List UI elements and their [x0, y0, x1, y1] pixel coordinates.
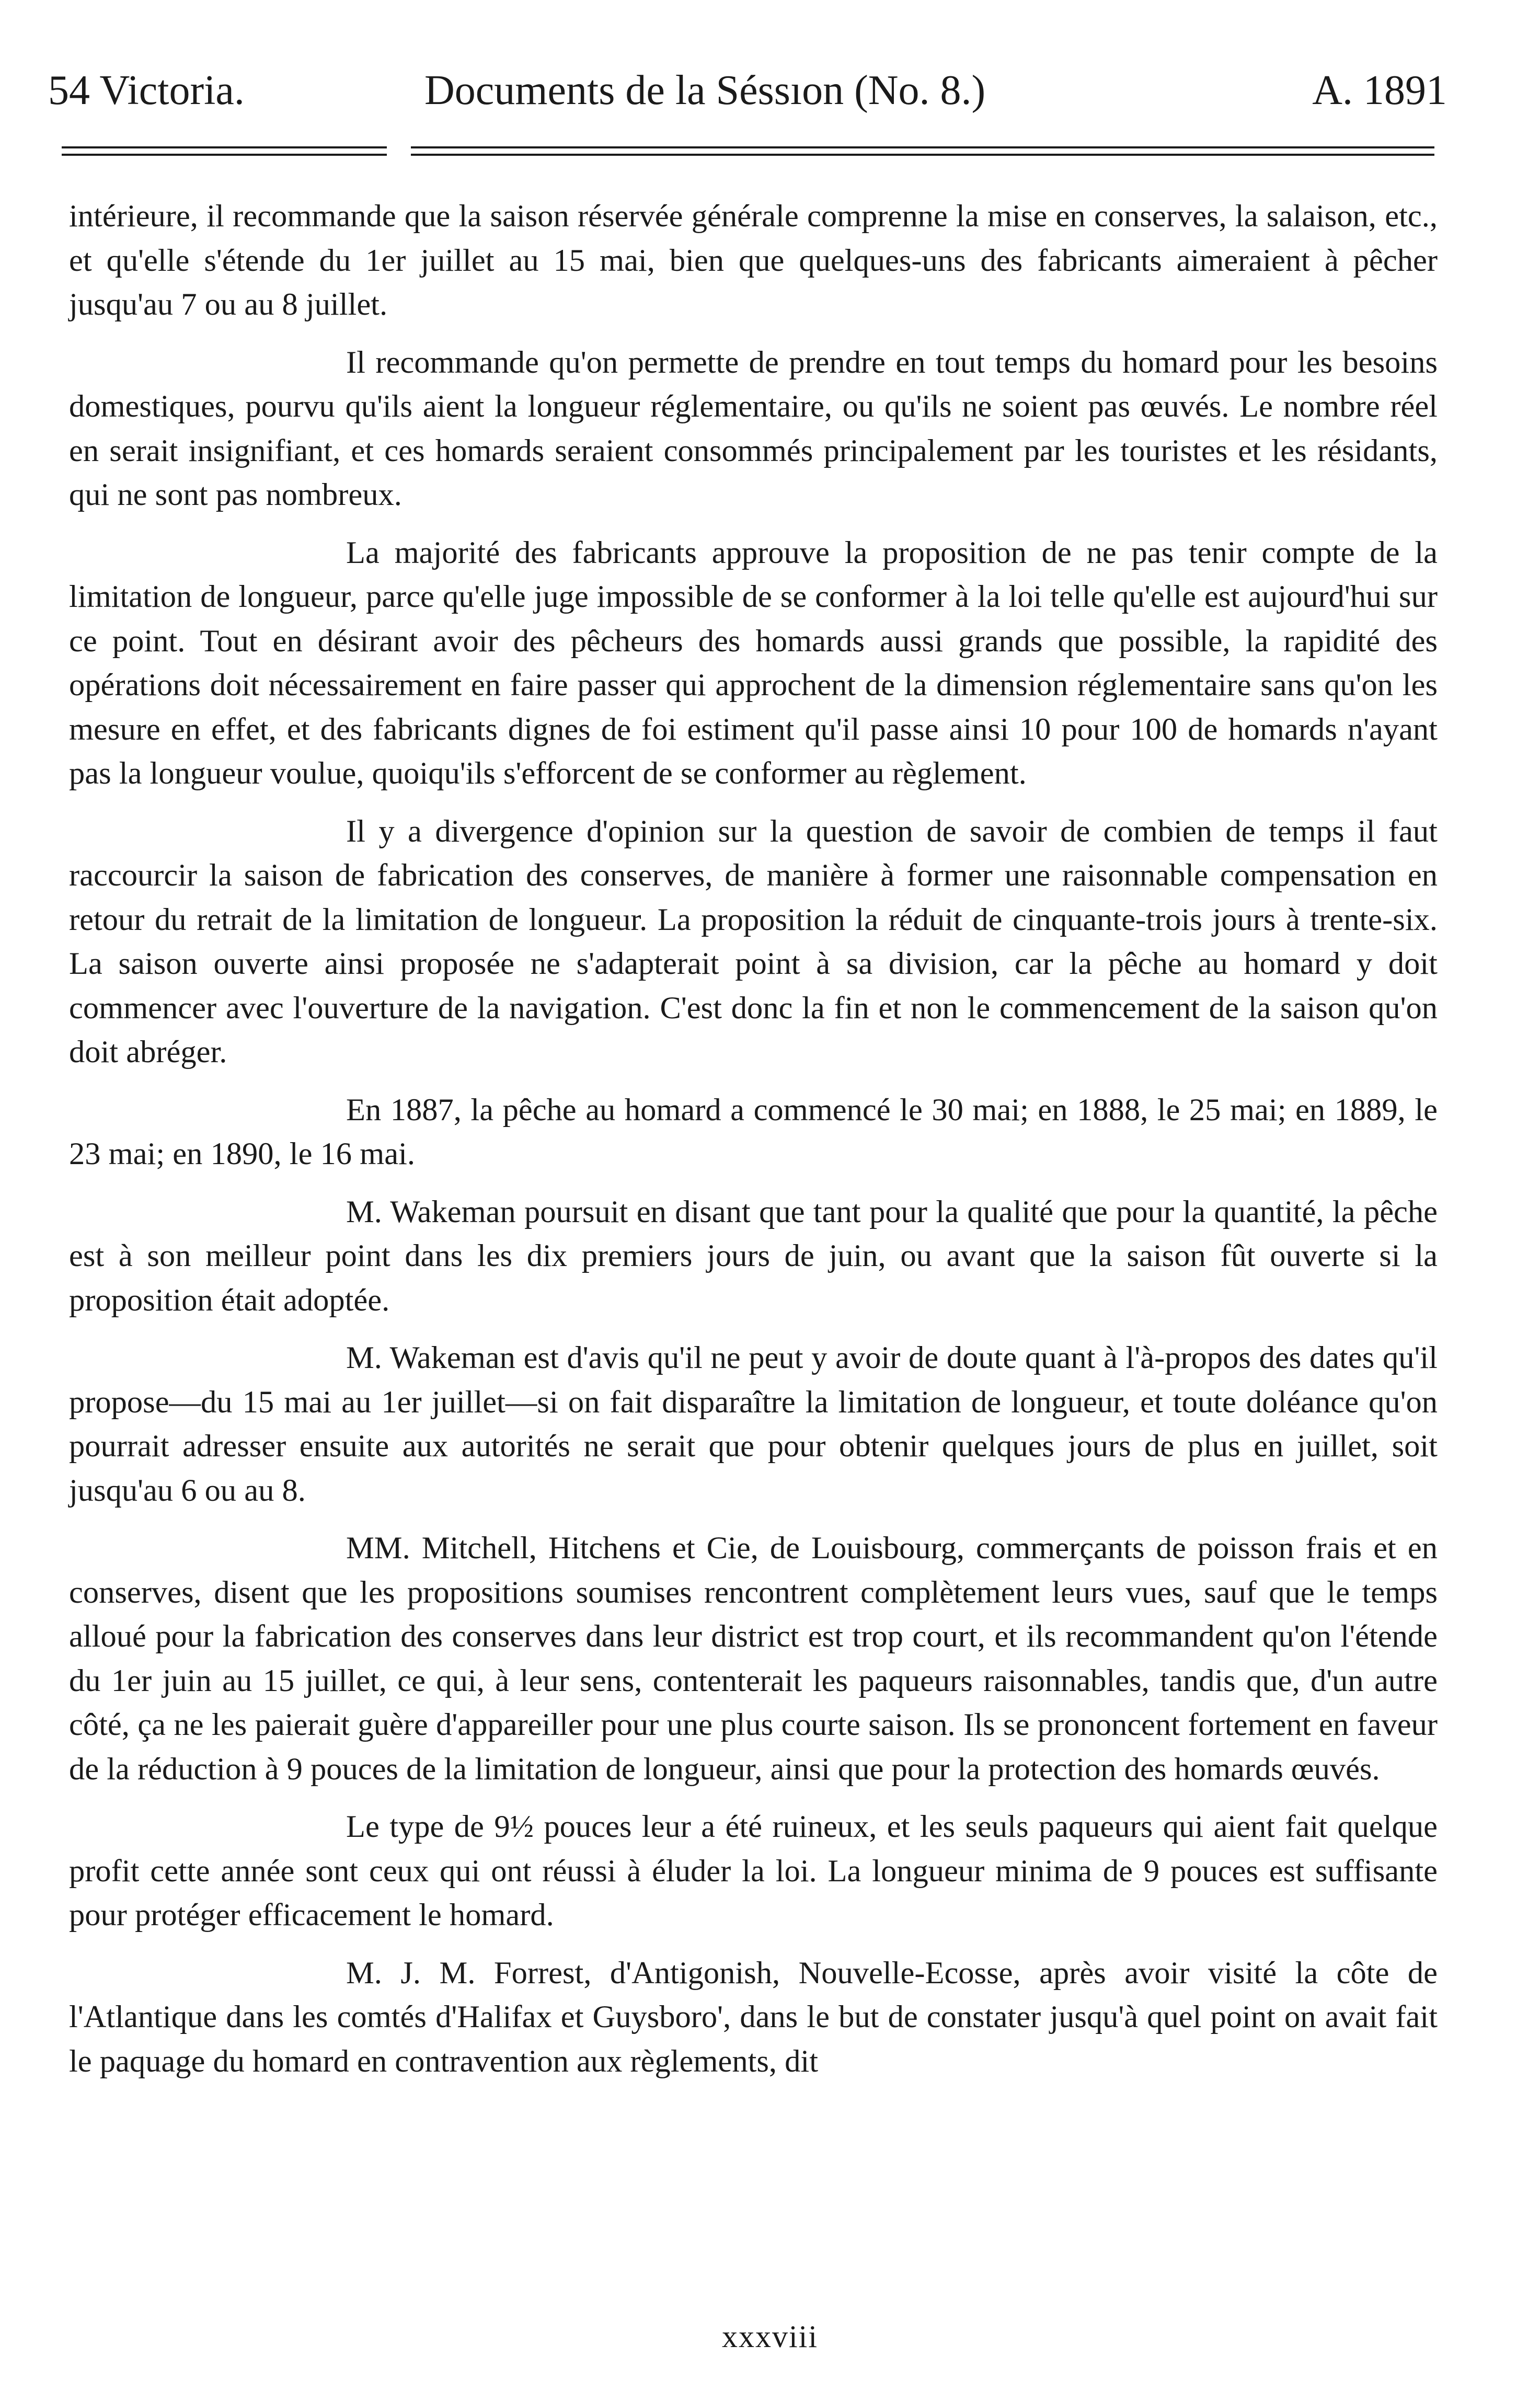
paragraph: En 1887, la pêche au homard a commencé le 30 mai; en 1888, le 25 mai; en 1889, le 23 mai; en 1890, le 16 mai.	[69, 1092, 1438, 1171]
body-text	[69, 194, 1438, 2084]
header-double-rule-right	[411, 146, 1434, 159]
paragraph: Il recommande qu'on permette de prendre en tout temps du homard pour les besoins domestiques, pourvu qu'ils aient la longueur réglementaire, ou qu'ils ne soient pas œuvés. Le nombre réel en serait insignifiant, et ces homards seraient consommés principalement par les touristes et les résidants, qui ne sont pas nombreux.	[69, 344, 1438, 512]
paragraph: M. Wakeman est d'avis qu'il ne peut y avoir de doute quant à l'à-propos des dates qu'il propose—du 15 mai au 1er juillet—si on fait disparaître la limitation de longueur, et toute doléance qu'on pourrait adresser ensuite aux autorités ne serait que pour obtenir quelques jours de plus en juillet, soit jusqu'au 6 ou au 8.	[69, 1340, 1438, 1508]
paragraph: Il y a divergence d'opinion sur la question de savoir de combien de temps il faut raccourcir la saison de fabrication des conserves, de manière à former une raisonnable compensation en retour du retrait de la limitation de longueur. La proposition la réduit de cinquante-trois jours à trente-six. La saison ouverte ainsi proposée ne s'adapterait point à sa division, car la pêche au homard y doit commencer avec l'ouverture de la navigation. C'est donc la fin et non le commencement de la saison qu'on doit abréger.	[69, 813, 1438, 1070]
paragraph: MM. Mitchell, Hitchens et Cie, de Louisbourg, commerçants de poisson frais et en conserves, disent que les propositions soumises rencontrent complètement leurs vues, sauf que le temps alloué pour la fabrication des conserves dans leur district est trop court, et ils recommandent qu'on l'étende du 1er juin au 15 juillet, ce qui, à leur sens, contenterait les paqueurs raisonnables, tandis que, d'un autre côté, ça ne les paierait guère d'appareiller pour une plus courte saison. Ils se prononcent fortement en faveur de la réduction à 9 pouces de la limitation de longueur, ainsi que pour la protection des homards œuvés.	[69, 1531, 1438, 1787]
page-number: xxxviii	[721, 2319, 818, 2354]
paragraph: M. Wakeman poursuit en disant que tant pour la qualité que pour la quantité, la pêche est à son meilleur point dans les dix premiers jours de juin, ou avant que la saison fût ouverte si la proposition était adoptée.	[69, 1194, 1438, 1318]
header-title: Documents de la Séssıon (No. 8.)	[424, 67, 986, 113]
paragraph: La majorité des fabricants approuve la proposition de ne pas tenir compte de la limitation de longueur, parce qu'elle juge impossible de se conformer à la loi telle qu'elle est aujourd'hui sur ce point. Tout en désirant avoir des pêcheurs des homards aussi grands que possible, la rapidité des opérations doit nécessairement en faire passer qui approchent de la dimension réglementaire sans qu'on les mesure en effet, et des fabricants dignes de foi estiment qu'il passe ainsi 10 pour 100 de homards n'ayant pas la longueur voulue, quoiqu'ils s'efforcent de se conformer au règlement.	[69, 535, 1438, 791]
running-head	[48, 62, 1447, 119]
paragraph: Le type de 9½ pouces leur a été ruineux, et les seuls paqueurs qui aient fait quelque profit cette année sont ceux qui ont réussi à éluder la loi. La longueur minima de 9 pouces est suffisante pour protéger efficacement le homard.	[69, 1809, 1438, 1933]
header-year: A. 1891	[1312, 67, 1447, 113]
header-double-rule-left	[62, 146, 387, 159]
paragraph: M. J. M. Forrest, d'Antigonish, Nouvelle-Ecosse, après avoir visité la côte de l'Atlantique dans les comtés d'Halifax et Guysboro', dans le but de constater jusqu'à quel point on avait fait le paquage du homard en contravention aux règlements, dit	[69, 1955, 1438, 2079]
paragraph-continued: intérieure, il recommande que la saison réservée générale comprenne la mise en conserves, la salaison, etc., et qu'elle s'étende du 1er juillet au 15 mai, bien que quelques-uns des fabricants aimeraient à pêcher jusqu'au 7 ou au 8 juillet.	[69, 199, 1438, 322]
header-volume: 54 Victoria.	[48, 67, 245, 113]
